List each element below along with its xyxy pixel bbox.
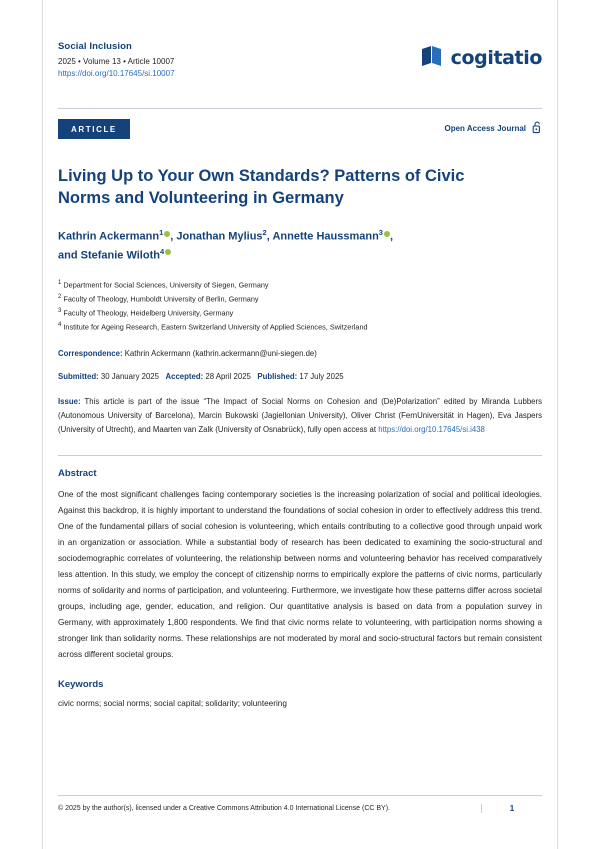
- issue-label: Issue:: [58, 397, 81, 407]
- publisher-name: cogitatio: [450, 46, 542, 69]
- keywords-body: civic norms; social norms; social capital; solidarity; volunteering: [58, 698, 287, 708]
- author-affiliation-marker: 1: [159, 228, 164, 238]
- submitted-label: Submitted:: [58, 372, 99, 382]
- accepted-date: 28 April 2025: [205, 372, 251, 382]
- journal-title: Social Inclusion: [58, 41, 132, 52]
- author-name: and Stefanie Wiloth: [58, 249, 160, 262]
- correspondence-line: [58, 348, 542, 360]
- journal-info: [58, 40, 175, 80]
- issue-text: This article is part of the issue “The Impact of Social Norms on Cohesion and (De)Polarization” edited by Miranda Lubbers (Autonomous University of Barcelona), Marcin Bukowski (Jagiellonian University), Oliver Christ (FernUniversität in Hagen), Eva Jaspers (University of Utrecht), and Maarten van Zalk (University of Osnabrück), fully open access at: [58, 397, 542, 434]
- affiliation-item: [58, 278, 542, 292]
- copyright-text: © 2025 by the author(s), licensed under a Creative Commons Attribution 4.0 International License (CC BY).: [58, 805, 390, 812]
- affiliation-text: Faculty of Theology, Humboldt University of Berlin, Germany: [63, 294, 259, 304]
- orcid-icon[interactable]: [164, 231, 170, 237]
- author-affiliation-marker: 4: [159, 246, 165, 256]
- affiliation-item: [58, 320, 542, 334]
- right-margin-rule: [557, 0, 558, 849]
- abstract-body: One of the most significant challenges facing contemporary societies is the increasing polarization of social and political ideologies. Against this backdrop, it is highly important to understand the foundations of social cohesion in order to effectively address this trend. One of the fundamental pillars of social cohesion is volunteering, which entails contributing to a collective good through unpaid work in an organization or association. While a substantial body of research has been dedicated to examining the socio-structural and sociodemographic correlates of volunteering, the relationship between norms and volunteering behavior has received comparatively less attention. In this study, we employ the concept of citizenship norms to empirically explore the patterns of civic norms, particularly norms of solidarity and norms of participation, and volunteering. Furthermore, we investigate how these patterns differ across societal groups, including age, gender, education, and religion. Our quantitative analysis is based on data from a population survey in Germany, with approximately 1,800 respondents. We find that civic norms relate to volunteering, with participation norms showing a stronger link than solidarity norms. These relationships are not moderated by moral and socio-structural factors but remain consistent across different societal groups.: [58, 489, 542, 659]
- affiliation-marker: 4: [58, 321, 62, 328]
- author-name: Annette Haussmann: [272, 231, 379, 244]
- abstract-heading: Abstract: [58, 467, 97, 479]
- cogitatio-book-logo-icon: [419, 42, 445, 73]
- affiliation-marker: 3: [58, 307, 62, 314]
- page-content: [58, 40, 542, 711]
- issue-note: [58, 395, 542, 437]
- page-footer: [58, 795, 542, 813]
- open-access-label: [444, 121, 542, 136]
- article-type-badge: ARTICLE: [58, 119, 130, 139]
- author-name: Kathrin Ackermann: [58, 231, 160, 244]
- affiliation-item: [58, 306, 542, 320]
- published-date: 17 July 2025: [299, 372, 344, 382]
- author-name: Jonathan Mylius: [176, 231, 263, 244]
- journal-doi-link[interactable]: https://doi.org/10.17645/si.10007: [58, 69, 175, 79]
- correspondence-label: Correspondence:: [58, 348, 123, 358]
- published-label: Published:: [257, 372, 298, 382]
- affiliation-marker: 1: [58, 279, 62, 286]
- publication-dates: [58, 372, 542, 381]
- page-number: 1: [481, 804, 542, 813]
- affiliation-marker: 2: [58, 293, 62, 300]
- publisher-logo[interactable]: [419, 42, 542, 73]
- open-access-text: Open Access Journal: [444, 124, 526, 134]
- affiliation-list: [58, 278, 542, 334]
- footer-divider: [58, 795, 542, 796]
- submitted-date: 30 January 2025: [100, 372, 159, 382]
- article-title: Living Up to Your Own Standards? Patterns of Civic Norms and Volunteering in Germany: [58, 166, 465, 208]
- open-lock-icon: [532, 121, 542, 136]
- orcid-icon[interactable]: [165, 249, 171, 255]
- affiliation-text: Faculty of Theology, Heidelberg University, Germany: [63, 308, 234, 318]
- masthead: [58, 40, 542, 80]
- footer-row: [58, 804, 542, 813]
- author-affiliation-marker: 2: [262, 228, 267, 238]
- journal-issue-line: 2025 • Volume 13 • Article 10007: [58, 56, 175, 66]
- article-type-bar: [58, 108, 542, 139]
- affiliation-text: Department for Social Sciences, University of Siegen, Germany: [63, 280, 269, 290]
- correspondence-value[interactable]: Kathrin Ackermann (kathrin.ackermann@uni-siegen.de): [124, 348, 317, 358]
- author-affiliation-marker: 3: [378, 228, 383, 238]
- affiliation-item: [58, 292, 542, 306]
- accepted-label: Accepted:: [165, 372, 204, 382]
- orcid-icon[interactable]: [384, 231, 390, 237]
- affiliation-text: Institute for Ageing Research, Eastern Switzerland University of Applied Sciences, Switzerland: [63, 322, 368, 332]
- abstract-divider: [58, 455, 542, 456]
- author-list: Kathrin Ackermann$^1$ , Jonathan Mylius$^2$, Annette Haussmann$^3$ , and Stefanie Wiloth$^4$: [58, 228, 394, 262]
- left-margin-rule: [42, 0, 43, 849]
- keywords-heading: Keywords: [58, 678, 104, 690]
- issue-doi-link[interactable]: https://doi.org/10.17645/si.i438: [378, 424, 485, 434]
